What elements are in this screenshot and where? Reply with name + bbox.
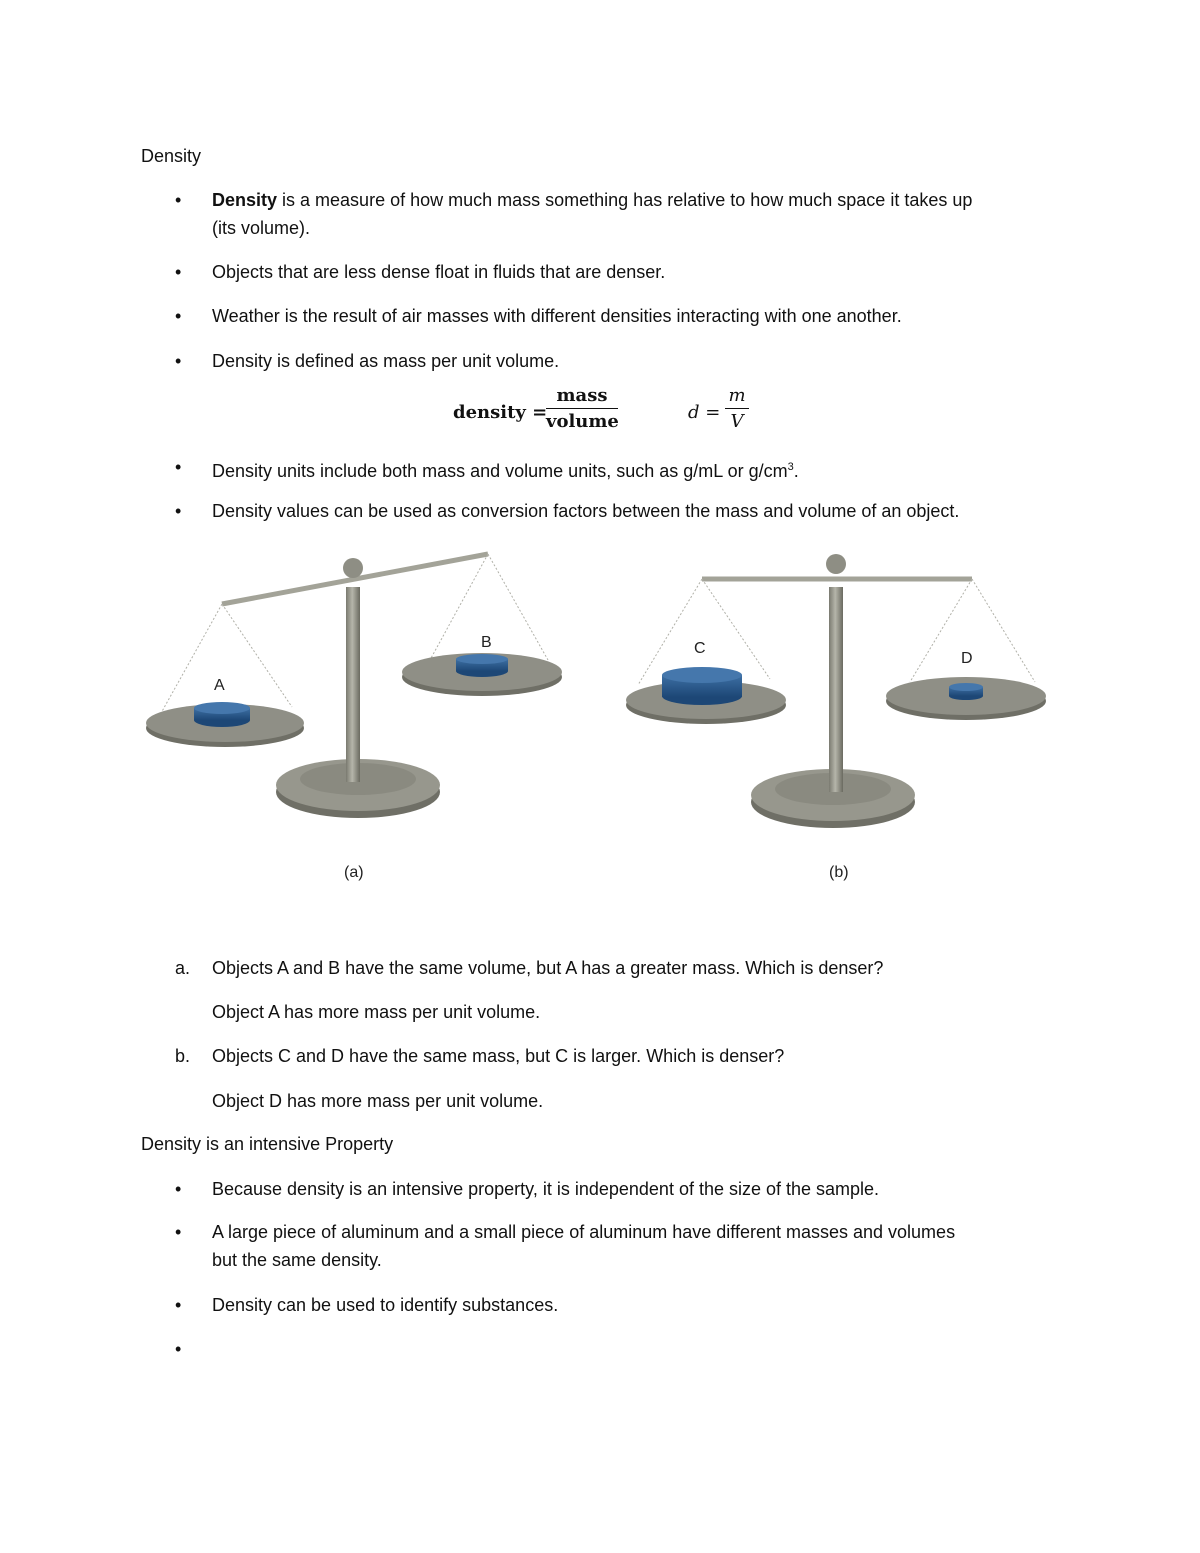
scale-a — [146, 554, 562, 881]
label-d: D — [961, 650, 973, 667]
answer-b: Object D has more mass per unit volume. — [212, 1091, 544, 1111]
bullet-icon: • — [175, 262, 182, 282]
bullet-icon: • — [175, 1295, 182, 1315]
bullet-text-part: Density units include both mass and volume units, such as g/mL or g/cm — [212, 461, 788, 481]
bullet-icon: • — [175, 1179, 182, 1199]
label-a: A — [214, 677, 225, 694]
section-heading: Density — [141, 146, 202, 166]
superscript: 3 — [787, 461, 794, 473]
caption-b: (b) — [829, 864, 849, 881]
formula-numerator: mass — [546, 385, 618, 409]
bullet-text: Because density is an intensive property, it is independent of the size of the sample. — [212, 1179, 880, 1199]
bullet-icon: • — [175, 351, 182, 371]
formula-denominator: volume — [546, 411, 619, 432]
bullet-text: Density is defined as mass per unit volume. — [212, 351, 560, 371]
bullet-text — [212, 1218, 1052, 1274]
bullet-text: Objects that are less dense float in fluids that are denser. — [212, 262, 666, 282]
question-letter-b: b. — [175, 1046, 191, 1066]
bullet-text-part: is a measure of how much mass something has relative to how much space it takes up — [277, 190, 973, 210]
bullet-text-line1: A large piece of aluminum and a small piece of aluminum have different masses and volumes — [212, 1222, 956, 1242]
answer-a: Object A has more mass per unit volume. — [212, 1002, 541, 1022]
question-a: Objects A and B have the same volume, but A has a greater mass. Which is denser? — [212, 958, 884, 978]
density-formula — [450, 385, 770, 445]
balance-scales-figure — [140, 545, 1060, 890]
bullet-text — [212, 186, 1052, 242]
bullet-text — [212, 453, 1052, 485]
caption-a: (a) — [344, 864, 364, 881]
formula-denominator-symbolic: V — [730, 411, 744, 432]
question-letter-a: a. — [175, 958, 191, 978]
label-c: C — [694, 640, 706, 657]
bullet-icon: • — [175, 457, 182, 477]
formula-lhs: density = — [453, 402, 548, 423]
bullet-text-line2: but the same density. — [212, 1250, 382, 1270]
question-b: Objects C and D have the same mass, but C is larger. Which is denser? — [212, 1046, 785, 1066]
bullet-text-line2: (its volume). — [212, 218, 311, 238]
bullet-icon: • — [175, 501, 182, 521]
bullet-text: Density values can be used as conversion factors between the mass and volume of an object. — [212, 501, 960, 521]
bullet-icon: • — [175, 306, 182, 326]
bullet-text: Density can be used to identify substances. — [212, 1295, 559, 1315]
bullet-icon: • — [175, 1222, 182, 1242]
bold-term: Density — [212, 190, 278, 210]
bullet-text: Weather is the result of air masses with different densities interacting with one another. — [212, 306, 902, 326]
bullet-icon: • — [175, 190, 182, 210]
formula-fraction-symbolic — [725, 385, 749, 432]
section-heading-2: Density is an intensive Property — [141, 1134, 394, 1154]
label-b: B — [481, 634, 492, 651]
formula-numerator-symbolic: m — [725, 385, 749, 409]
scale-b — [626, 554, 1046, 881]
bullet-icon: • — [175, 1339, 182, 1359]
formula-fraction — [546, 385, 618, 432]
formula-lhs-symbolic: d = — [688, 402, 721, 423]
bullet-text-end: . — [793, 461, 799, 481]
